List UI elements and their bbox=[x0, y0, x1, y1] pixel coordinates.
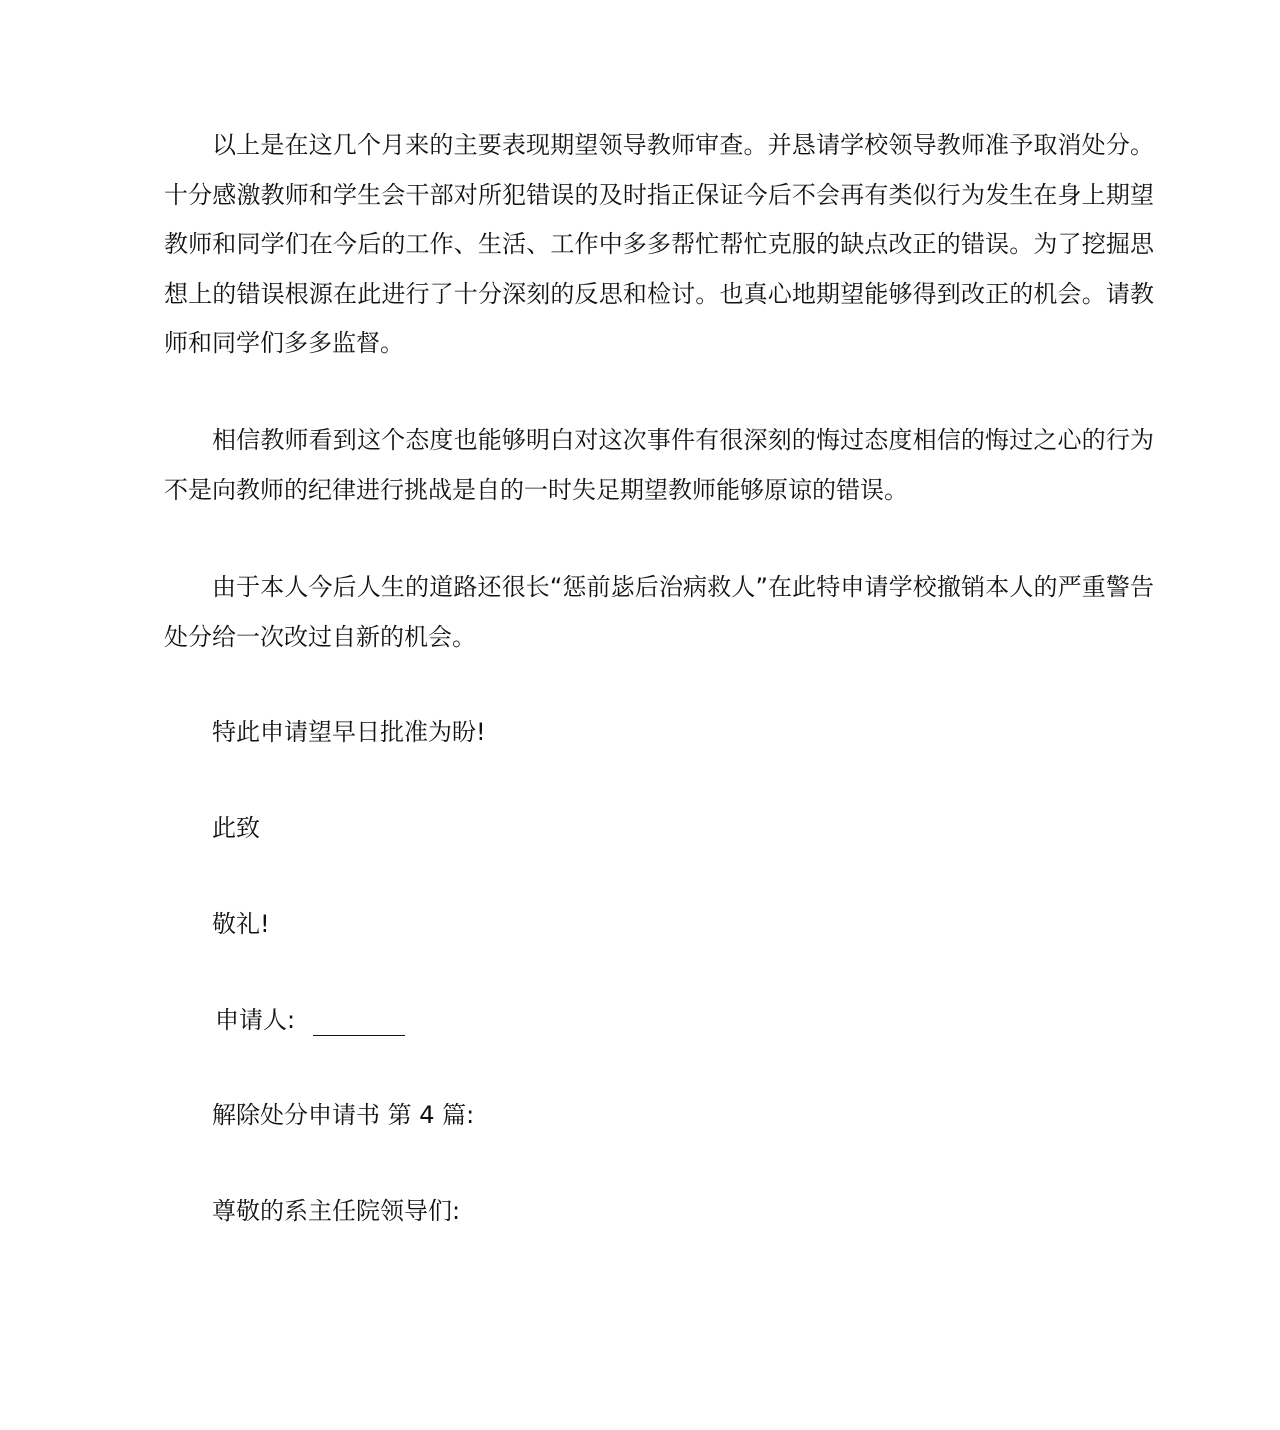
next-section-title: 解除处分申请书 第 4 篇: bbox=[212, 1101, 475, 1129]
signature-blank bbox=[313, 1011, 405, 1036]
salutation-respect: 敬礼! bbox=[212, 910, 270, 938]
applicant-signature-line bbox=[215, 1004, 405, 1036]
closing-request: 特此申请望早日批准为盼! bbox=[212, 718, 486, 746]
next-section-greeting: 尊敬的系主任院领导们: bbox=[212, 1197, 461, 1225]
body-paragraph-2: 相信教师看到这个态度也能够明白对这次事件有很深刻的悔过态度相信的悔过之心的行为不是向教师的纪律进行挑战是自的一时失足期望教师能够原谅的错误。 bbox=[164, 426, 1154, 504]
body-paragraph-1: 以上是在这几个月来的主要表现期望领导教师审查。并恳请学校领导教师准予取消处分。十分感激教师和学生会干部对所犯错误的及时指正保证今后不会再有类似行为发生在身上期望教师和同学们在今后的工作、生活、工作中多多帮忙帮忙克服的缺点改正的错误。为了挖掘思想上的错误根源在此进行了十分深刻的反思和检讨。也真心地期望能够得到改正的机会。请教师和同学们多多监督。 bbox=[164, 131, 1154, 357]
salutation-to: 此致 bbox=[212, 814, 260, 842]
applicant-label: 申请人: bbox=[215, 1006, 296, 1034]
body-paragraph-3: 由于本人今后人生的道路还很长“惩前毖后治病救人”在此特申请学校撤销本人的严重警告处分给一次改过自新的机会。 bbox=[164, 573, 1154, 651]
